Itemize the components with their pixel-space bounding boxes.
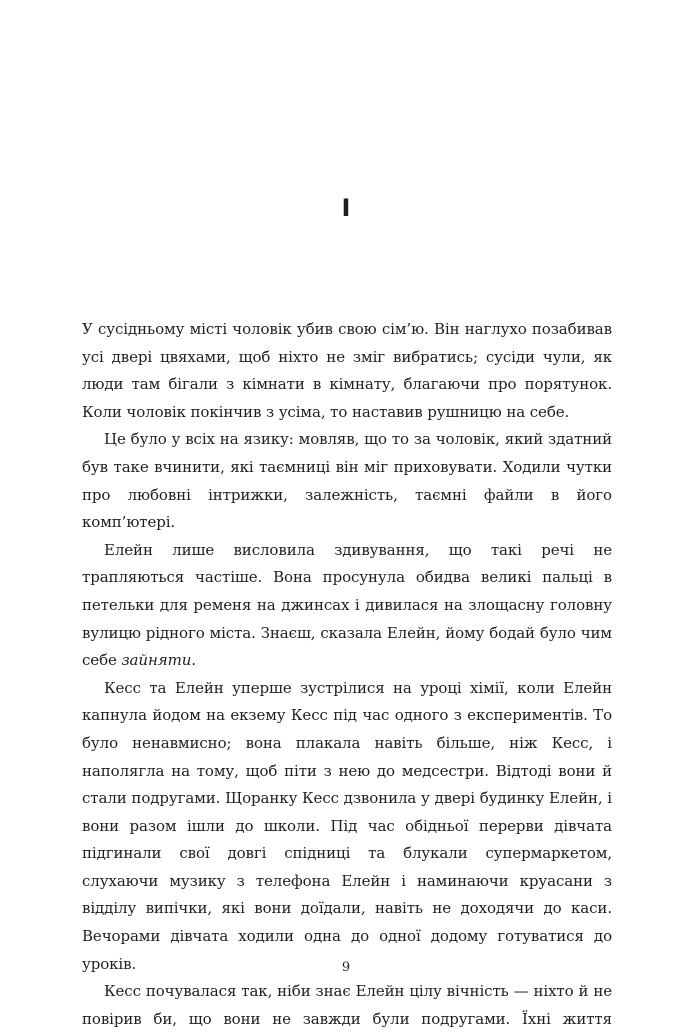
paragraph-5: Кесс почувалася так, ніби знає Елейн цілу вічність — ніхто й не повірив би, що вони не завжди були подругами. Їхні життя	[82, 982, 612, 1028]
paragraph-1: У сусідньому місті чоловік убив свою сім’ю. Він наглухо позабивав усі двері цвяхами, щоб ніхто не зміг вибратись; сусіди чули, як люди там бігали з кімнати в кімнату, благаючи про порятунок. Коли чоловік покінчив з усіма, то наставив рушницю на себе.	[82, 320, 612, 421]
paragraph-3-tail: .	[191, 651, 196, 670]
paragraph-2: Це було у всіх на язику: мовляв, що то за чоловік, який здатний був таке вчинити, які таємниці він міг приховувати. Ходили чутки про любовні інтрижки, залежність, таємні файли в його комп’ютері.	[82, 430, 612, 532]
chapter-heading: I	[341, 194, 351, 222]
body-text	[82, 316, 612, 1033]
paragraph-3	[82, 537, 612, 675]
paragraph-3-text: Елейн лише висловила здивування, що такі речі не трапляються частіше. Вона просунула обидва великі пальці в петельки для ременя на джинсах і дивилася на злощасну головну вулицю рідного міста. Знаєш, сказала Елейн, йому бодай було чим себе	[82, 540, 612, 670]
paragraph-3-emphasis: зайняти	[121, 651, 192, 670]
paragraph-4: Кесс та Елейн уперше зустрілися на уроці хімії, коли Елейн капнула йодом на екзему Кесс під час одного з експериментів. То було ненавмисно; вона плакала навіть більше, ніж Кесс, і наполягла на тому, щоб піти з нею до медсестри. Відтоді вони й стали подругами. Щоранку Кесс дзвонила у двері будинку Елейн, і вони разом ішли до школи. Під час обідньої перерви дівчата підгинали свої довгі спідниці та блукали супермаркетом, слухаючи музику з телефона Елейн і наминаючи круасани з відділу випічки, які вони доїдали, навіть не доходячи до каси. Вечорами дівчата ходили одна до одної додому готуватися до уроків.	[82, 678, 612, 973]
page-number: 9	[341, 960, 351, 975]
